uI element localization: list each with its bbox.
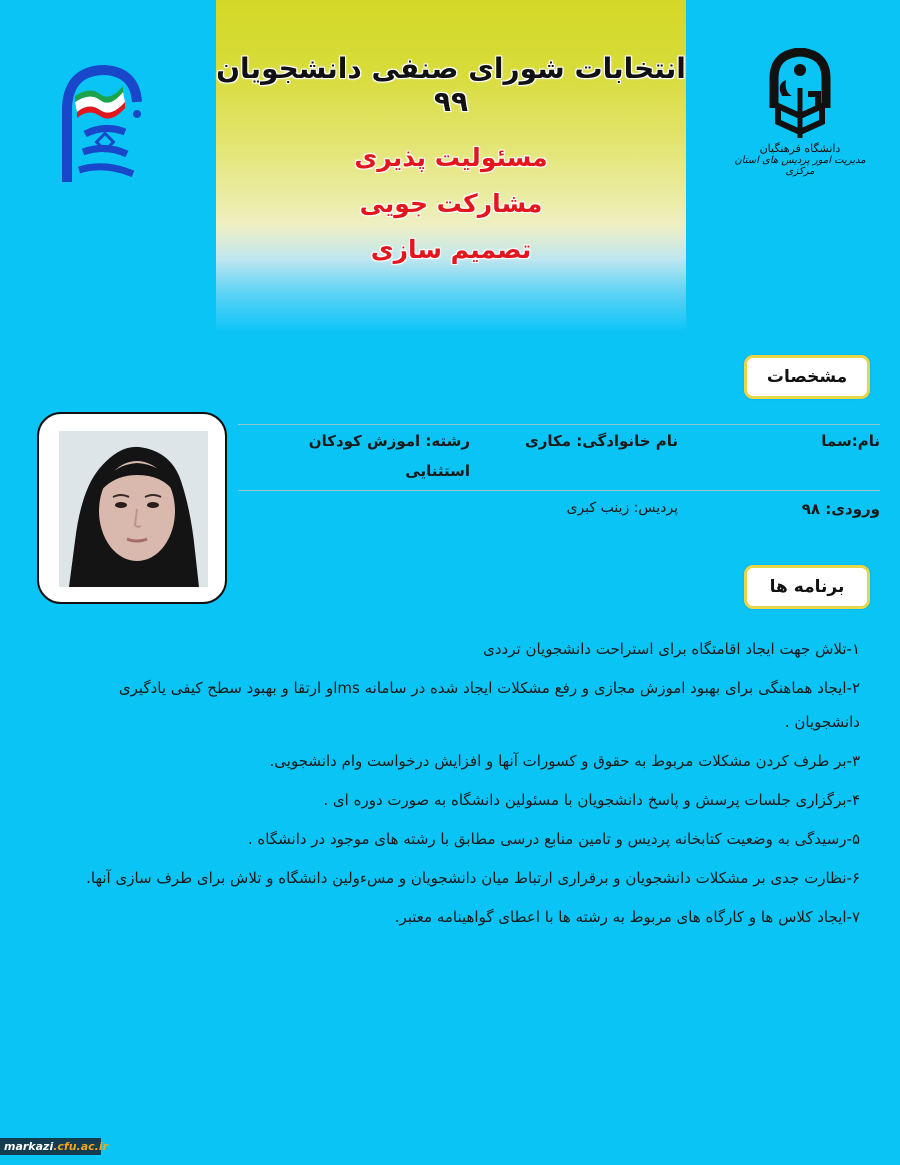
banner-slogans	[216, 135, 686, 273]
info-divider-middle	[238, 490, 880, 491]
program-item: ۵-رسیدگی به وضعیت کتابخانه پردیس و تامین منابع درسی مطابق با رشته های موجود در دانشگاه .	[247, 830, 860, 848]
program-item: ۶-نظارت جدی بر مشکلات دانشجویان و برقراری ارتباط میان دانشجویان و مس‌ءولین دانشگاه و تلاش برای طرف سازی آنها.	[86, 869, 860, 887]
candidate-portrait-image	[59, 431, 208, 587]
program-item: ۴-برگزاری جلسات پرسش و پاسخ دانشجویان با مسئولین دانشگاه به صورت دوره ای .	[323, 791, 860, 809]
section-label-details: مشخصات	[744, 355, 870, 399]
candidate-first-name: نام:سما	[821, 432, 880, 450]
header-banner	[216, 0, 686, 332]
watermark-domain: .cfu.ac.ir	[53, 1140, 109, 1153]
program-item: ۷-ایجاد کلاس ها و کارگاه های مربوط به رشته ها با اعطای گواهینامه معتبر.	[394, 908, 860, 926]
candidate-entry-year: ورودی: ۹۸	[801, 500, 880, 518]
farhangian-university-logo	[725, 48, 875, 188]
university-emblem-icon	[764, 48, 836, 140]
site-watermark	[0, 1138, 109, 1155]
slogan-responsibility: مسئولیت پذیری	[354, 143, 548, 172]
slogan-decision-making: تصمیم سازی	[370, 235, 532, 264]
watermark-subdomain: markazi	[4, 1140, 54, 1153]
program-item: ۲-ایجاد هماهنگی برای بهبود اموزش مجازی و رفع مشکلات ایجاد شده در سامانه lmsو ارتقا و بهبود سطح کیفی یادگیری دانشجویان .	[118, 679, 860, 731]
banner-title: انتخابات شورای صنفی دانشجویان ۹۹	[216, 52, 686, 118]
program-item: ۳-بر طرف کردن مشکلات مربوط به حقوق و کسورات آنها و افزایش درخواست وام دانشجویی.	[269, 752, 860, 770]
council-emblem-icon	[55, 62, 150, 187]
section-label-programs: برنامه ها	[744, 565, 870, 609]
candidate-major: رشته: اموزش کودکان استثنایی	[308, 432, 470, 480]
university-department: مدیریت امور پردیس های استان مرکزی	[734, 155, 866, 177]
slogan-participation: مشارکت جویی	[359, 189, 543, 218]
info-divider-top	[238, 424, 880, 425]
photo-frame	[37, 412, 227, 604]
candidate-photo	[59, 431, 208, 587]
programs-list	[84, 632, 860, 939]
candidate-campus: پردیس: زینب کبری	[566, 500, 678, 516]
senfi-council-logo	[55, 62, 150, 187]
program-item: ۱-تلاش جهت ایجاد اقامتگاه برای استراحت دانشجویان ترددی	[483, 640, 860, 658]
university-name: دانشگاه فرهنگیان	[759, 142, 841, 155]
candidate-last-name: نام خانوادگی: مکاری	[525, 432, 678, 450]
